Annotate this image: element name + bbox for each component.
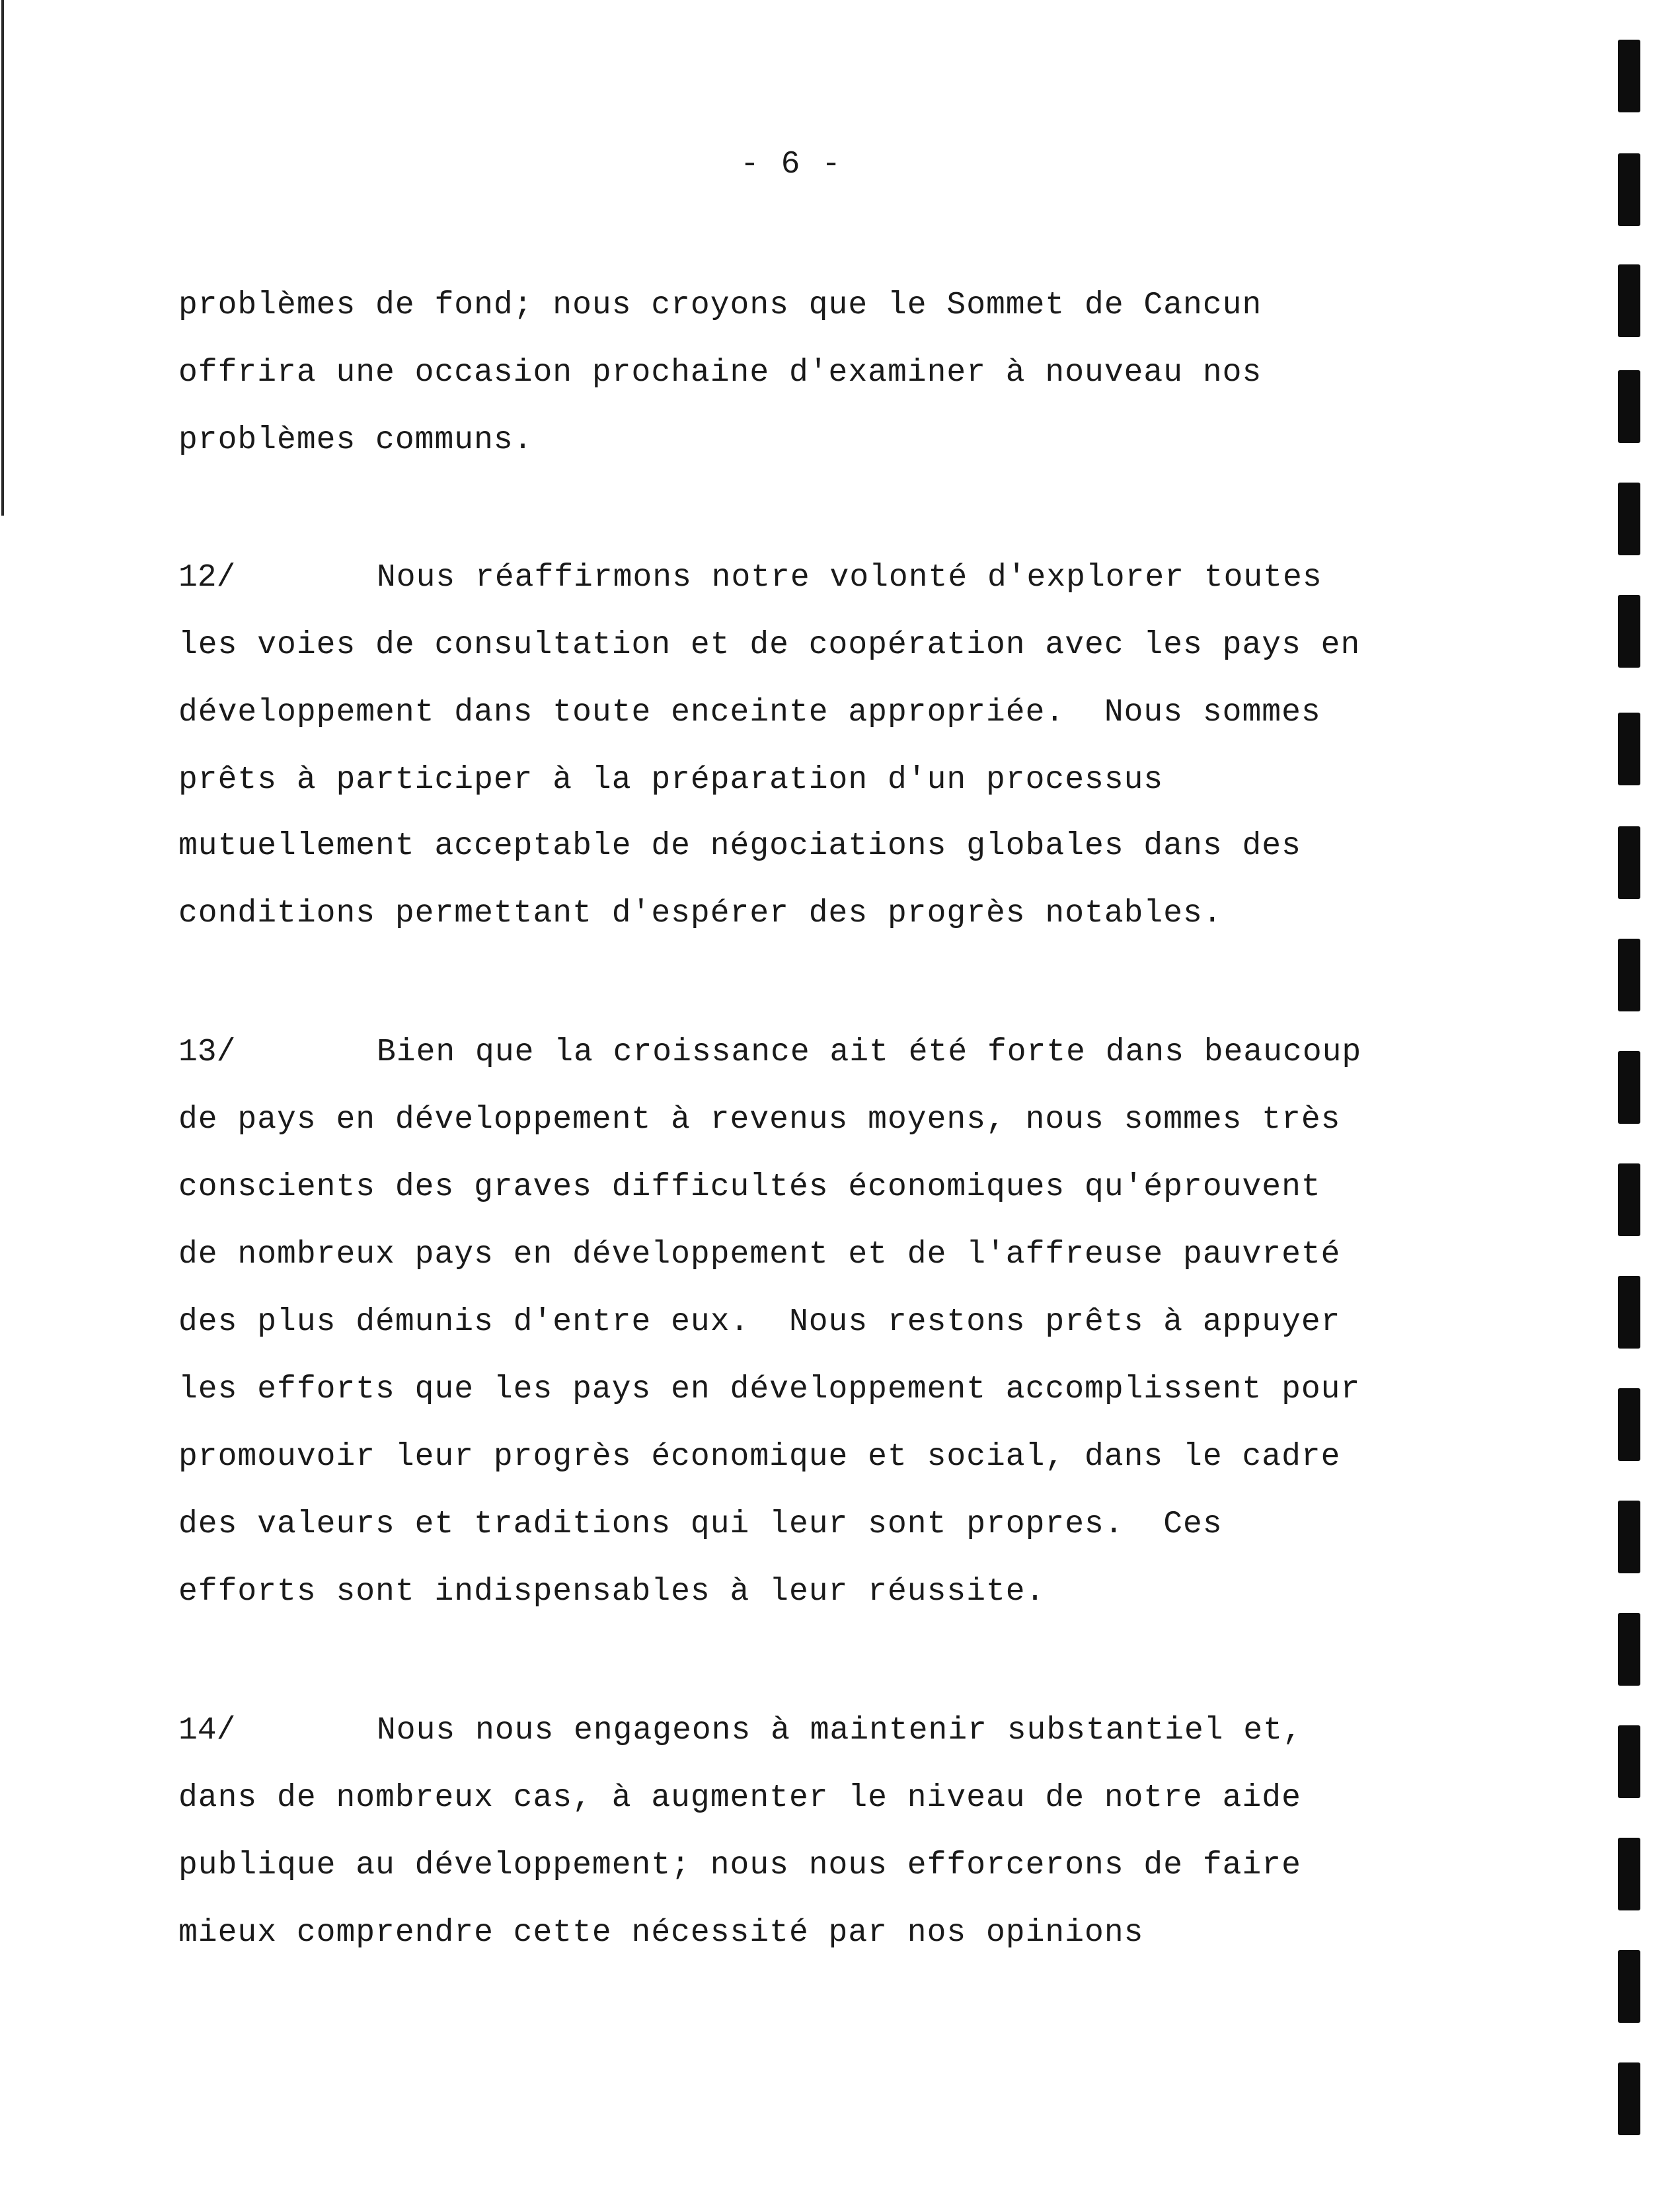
binder-mark xyxy=(1618,1051,1640,1124)
binder-mark xyxy=(1618,1276,1640,1349)
text-line: publique au développement; nous nous efforcerons de faire xyxy=(178,1848,1301,1883)
text-line: Nous nous engageons à maintenir substantiel et, xyxy=(377,1713,1303,1748)
binder-mark xyxy=(1618,1838,1640,1910)
page-number: - 6 - xyxy=(740,147,843,182)
paragraph-number: 13/ xyxy=(178,1035,236,1070)
text-line: conditions permettant d'espérer des progrès notables. xyxy=(178,896,1223,931)
text-line: de nombreux pays en développement et de l'affreuse pauvreté xyxy=(178,1237,1341,1273)
text-line: des valeurs et traditions qui leur sont propres. Ces xyxy=(178,1507,1223,1542)
binder-mark xyxy=(1618,483,1640,555)
binder-mark xyxy=(1618,1725,1640,1798)
text-line: dans de nombreux cas, à augmenter le niveau de notre aide xyxy=(178,1780,1301,1816)
binder-mark xyxy=(1618,713,1640,785)
binder-mark xyxy=(1618,939,1640,1011)
binder-mark xyxy=(1618,1501,1640,1573)
text-line: promouvoir leur progrès économique et social, dans le cadre xyxy=(178,1439,1341,1475)
text-line: Nous réaffirmons notre volonté d'explorer toutes xyxy=(377,560,1322,596)
text-line: de pays en développement à revenus moyens, nous sommes très xyxy=(178,1102,1341,1138)
text-line: Bien que la croissance ait été forte dans beaucoup xyxy=(377,1035,1362,1070)
text-line: problèmes de fond; nous croyons que le Sommet de Cancun xyxy=(178,288,1262,323)
binder-mark xyxy=(1618,370,1640,443)
binder-mark xyxy=(1618,595,1640,668)
binder-mark xyxy=(1618,826,1640,899)
text-line: les efforts que les pays en développement accomplissent pour xyxy=(178,1372,1361,1407)
binder-mark xyxy=(1618,1613,1640,1686)
text-line: mutuellement acceptable de négociations globales dans des xyxy=(178,828,1301,864)
binder-mark xyxy=(1618,1950,1640,2023)
text-line: mieux comprendre cette nécessité par nos opinions xyxy=(178,1915,1144,1951)
binder-mark xyxy=(1618,264,1640,337)
text-line: problèmes communs. xyxy=(178,422,533,458)
binder-mark xyxy=(1618,1163,1640,1236)
left-margin-rule xyxy=(1,0,4,516)
paragraph-number: 12/ xyxy=(178,560,236,596)
text-line: les voies de consultation et de coopération avec les pays en xyxy=(178,627,1361,663)
text-line: conscients des graves difficultés économiques qu'éprouvent xyxy=(178,1169,1321,1205)
text-line: des plus démunis d'entre eux. Nous restons prêts à appuyer xyxy=(178,1304,1341,1340)
binder-mark xyxy=(1618,40,1640,112)
text-line: développement dans toute enceinte appropriée. Nous sommes xyxy=(178,695,1321,730)
text-line: efforts sont indispensables à leur réussite. xyxy=(178,1574,1046,1610)
text-line: offrira une occasion prochaine d'examiner à nouveau nos xyxy=(178,355,1262,391)
binder-mark xyxy=(1618,153,1640,226)
text-line: prêts à participer à la préparation d'un processus xyxy=(178,762,1164,798)
binder-mark xyxy=(1618,1388,1640,1461)
binder-mark xyxy=(1618,2062,1640,2135)
paragraph-number: 14/ xyxy=(178,1713,236,1748)
